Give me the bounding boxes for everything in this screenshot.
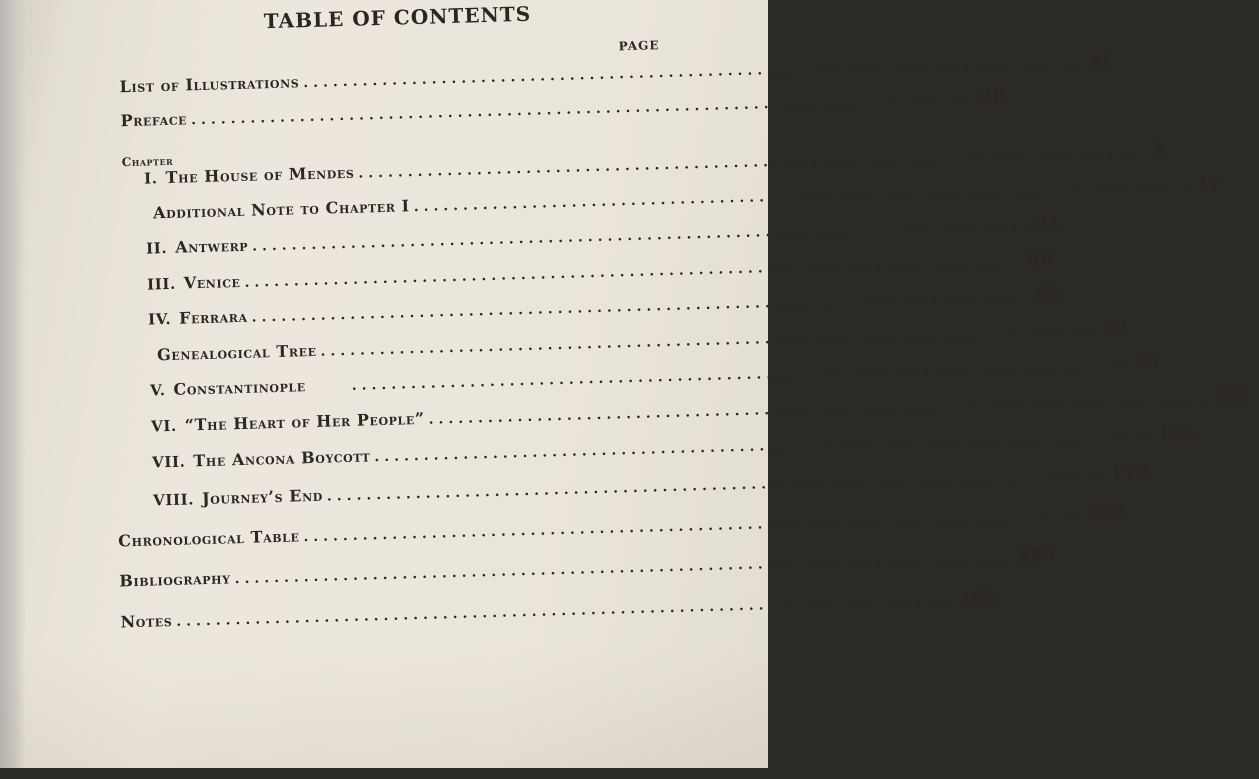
toc-entry-page: 176 xyxy=(1110,462,1149,484)
toc-entry-page: 50 xyxy=(1028,249,1054,270)
dot-leader: ............................................................................... xyxy=(190,90,972,129)
dot-leader: ............................................................................... xyxy=(251,216,1033,255)
toc-entry-label: The Ancona Boycott xyxy=(193,446,371,471)
toc-entry-page: 189 xyxy=(1018,545,1056,567)
toc-entry xyxy=(146,249,1054,298)
toc-entry-label: Chronological Table xyxy=(118,526,300,551)
toc-entry-page: 83 xyxy=(1135,352,1161,374)
toc-entry-label: Additional Note to Chapter I xyxy=(152,196,410,223)
toc-entry-page: 82 xyxy=(1104,318,1130,339)
toc-entry-page: 3 xyxy=(1151,140,1165,161)
toc-entry-page: xi xyxy=(1090,49,1110,71)
dot-leader: ............................................................................... xyxy=(251,287,1032,326)
toc-entry-page: 134 xyxy=(1157,423,1196,445)
chapter-number: VI. xyxy=(150,416,178,436)
chapter-number: II. xyxy=(145,239,168,258)
toc-entry-label: Preface xyxy=(120,109,188,131)
toc-entry-label: Antwerp xyxy=(174,235,249,257)
toc-entry-page: 122 xyxy=(1212,385,1250,407)
toc-entry-page: 185 xyxy=(1086,503,1125,525)
dot-leader: ............................................................................... xyxy=(358,143,1139,182)
dot-leader: ............................................................................... xyxy=(374,427,1155,466)
dot-leader: ............................................................................... xyxy=(413,177,1194,216)
toc-entry-label: Notes xyxy=(120,611,173,632)
dot-leader: ............................................................................... xyxy=(303,507,1084,546)
toc-entry-label: Venice xyxy=(183,271,241,293)
toc-entry-page: 21 xyxy=(1035,213,1062,234)
chapter-number: VIII. xyxy=(152,490,195,510)
toc-entry-label: The House of Mendes xyxy=(165,162,355,188)
toc-entry xyxy=(143,140,1165,193)
chapter-number: IV. xyxy=(147,309,172,329)
toc-entry xyxy=(120,587,998,636)
chapter-number: I. xyxy=(143,169,158,188)
dot-leader: ............................................................................... xyxy=(320,321,1101,360)
toc-entry xyxy=(120,86,1008,135)
toc-entry-label: Ferrara xyxy=(178,306,248,328)
toc-entry-page: 17 xyxy=(1197,173,1223,195)
dot-leader: ............................................................................... xyxy=(351,356,1132,394)
toc-entry-page: 195 xyxy=(959,587,998,609)
toc-entry-page: xiii xyxy=(974,86,1008,108)
dot-leader: ............................................................................... xyxy=(326,466,1107,505)
toc-entry-label: Genealogical Tree xyxy=(156,340,317,365)
chapter-heading: Chapter xyxy=(121,153,174,170)
chapter-number: III. xyxy=(146,274,177,294)
toc-entry-label: Bibliography xyxy=(119,568,231,591)
toc-entry-page: 65 xyxy=(1035,284,1061,305)
chapter-number: V. xyxy=(149,381,166,400)
toc-entry-label: Journey’s End xyxy=(201,485,324,509)
page-title: TABLE OF CONTENTS xyxy=(263,1,532,34)
dot-leader: ............................................................................... xyxy=(234,549,1015,588)
toc-entry xyxy=(119,545,1056,595)
toc-entry xyxy=(147,284,1061,333)
dot-leader: ............................................................................... xyxy=(244,253,1025,291)
dot-leader: ............................................................................... xyxy=(428,389,1209,428)
page-column-heading: PAGE xyxy=(618,38,660,54)
dot-leader: ............................................................................... xyxy=(303,53,1084,92)
toc-entry-label: Constantinople xyxy=(173,376,306,399)
dot-leader: ............................................................................... xyxy=(176,592,957,630)
chapter-number: VII. xyxy=(151,452,186,472)
toc-entry-label: “The Heart of Her People” xyxy=(184,408,425,435)
toc-entry-label: List of Illustrations xyxy=(119,72,300,97)
